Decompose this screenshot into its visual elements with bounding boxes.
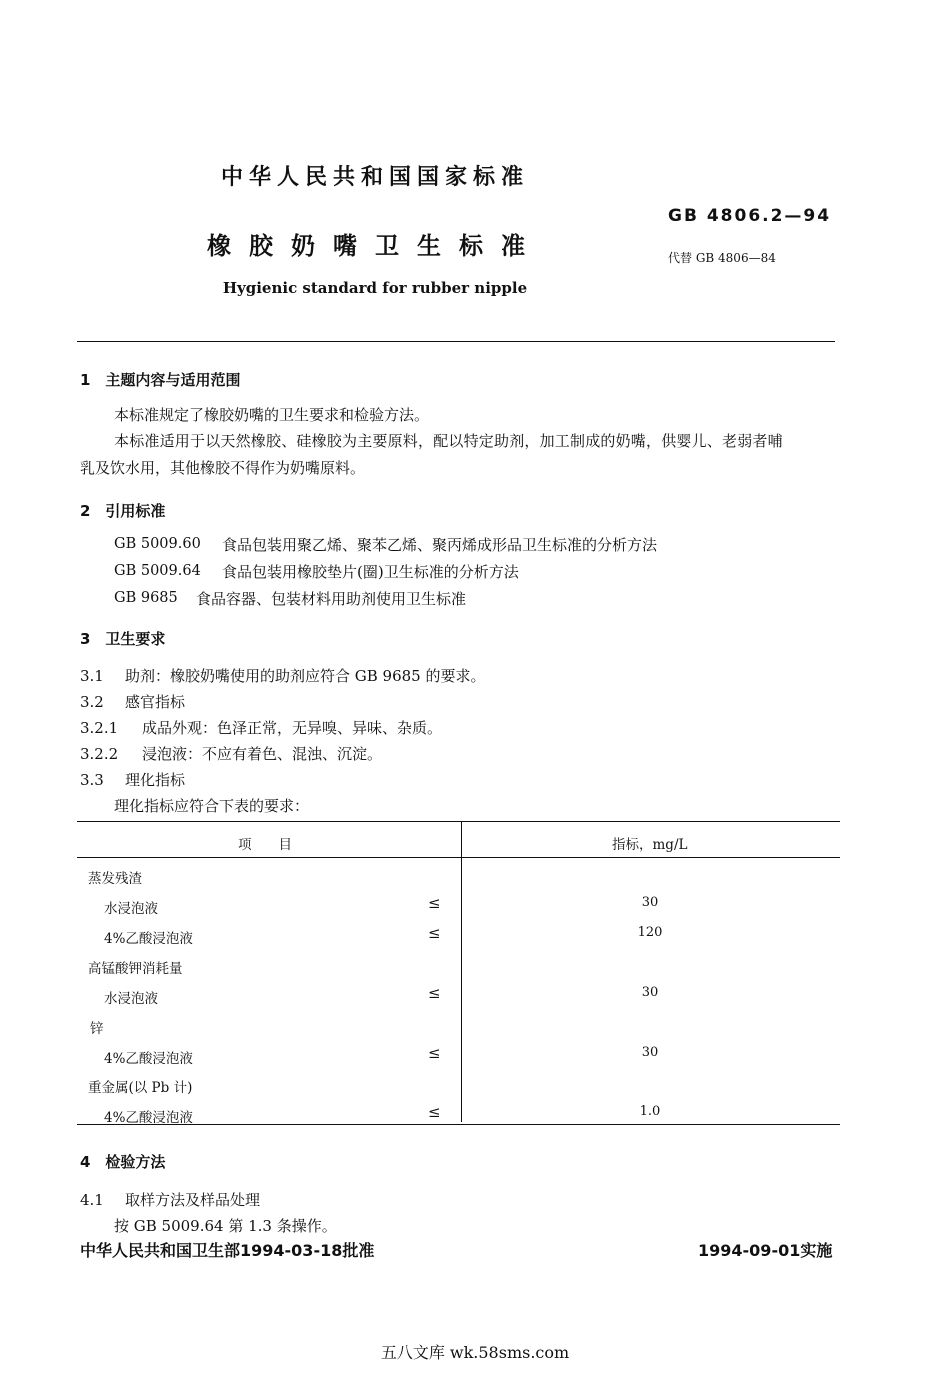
table-row-label: 高锰酸钾消耗量	[88, 961, 183, 977]
leq-symbol: ≤	[428, 894, 441, 912]
doc-title: 橡胶奶嘴卫生标准	[207, 232, 543, 260]
table-row-label: 4%乙酸浸泡液	[104, 1051, 193, 1067]
effective-date: 1994-09-01实施	[698, 1241, 833, 1260]
table-row-label: 锌	[90, 1021, 104, 1037]
approval-line: 中华人民共和国卫生部1994-03-18批准	[80, 1241, 375, 1260]
section-1-para-2-line-2: 乳及饮水用，其他橡胶不得作为奶嘴原料。	[80, 459, 366, 477]
ref-3-title: 食品容器、包装材料用助剂使用卫生标准	[196, 590, 467, 608]
table-row-label: 4%乙酸浸泡液	[104, 1110, 193, 1126]
item-3-2-2-num: 3.2.2	[80, 745, 119, 763]
table-row-label: 水浸泡液	[104, 991, 158, 1007]
standard-code: GB 4806.2—94	[668, 206, 832, 226]
table-row-value: 1.0	[639, 1104, 661, 1119]
section-1-heading: 1 主题内容与适用范围	[80, 371, 241, 389]
ref-3-code: GB 9685	[114, 590, 178, 606]
ref-2-title: 食品包装用橡胶垫片(圈)卫生标准的分析方法	[222, 563, 519, 581]
item-3-3-text: 理化指标	[125, 771, 186, 789]
section-2-heading: 2 引用标准	[80, 502, 166, 520]
table-row-label: 重金属(以 Pb 计)	[88, 1080, 193, 1096]
item-4-1-text: 按 GB 5009.64 第 1.3 条操作。	[114, 1217, 337, 1235]
item-3-1-num: 3.1	[80, 667, 104, 685]
item-3-2-num: 3.2	[80, 693, 104, 711]
table-row-label: 水浸泡液	[104, 901, 158, 917]
leq-symbol: ≤	[428, 924, 441, 942]
item-3-1-text: 助剂：橡胶奶嘴使用的助剂应符合 GB 9685 的要求。	[125, 667, 486, 685]
ref-2-code: GB 5009.64	[114, 563, 201, 579]
table-row-value: 30	[641, 1045, 659, 1060]
item-3-2-text: 感官指标	[125, 693, 186, 711]
item-4-1-title: 取样方法及样品处理	[125, 1191, 261, 1209]
replaces-standard: 代替 GB 4806—84	[668, 251, 776, 265]
leq-symbol: ≤	[428, 984, 441, 1002]
table-row-label: 4%乙酸浸泡液	[104, 931, 193, 947]
leq-symbol: ≤	[428, 1044, 441, 1062]
table-row-value: 30	[641, 895, 659, 910]
table-row-label: 蒸发残渣	[88, 871, 142, 887]
table-bottom-rule	[77, 1124, 840, 1125]
table-column-divider	[461, 822, 462, 1122]
ref-1-code: GB 5009.60	[114, 536, 201, 552]
table-header-value: 指标，mg/L	[612, 837, 688, 853]
table-top-rule	[77, 821, 840, 822]
leq-symbol: ≤	[428, 1103, 441, 1121]
table-header-rule	[77, 857, 840, 858]
item-4-1-num: 4.1	[80, 1191, 104, 1209]
item-3-2-1-text: 成品外观：色泽正常，无异嗅、异味、杂质。	[142, 719, 443, 737]
section-1-para-1: 本标准规定了橡胶奶嘴的卫生要求和检验方法。	[114, 406, 430, 424]
table-row-value: 30	[641, 985, 659, 1000]
footer-watermark: 五八文库 wk.58sms.com	[380, 1343, 570, 1362]
section-4-heading: 4 检验方法	[80, 1153, 166, 1171]
header-divider	[77, 341, 835, 342]
item-3-2-1-num: 3.2.1	[80, 719, 119, 737]
ref-1-title: 食品包装用聚乙烯、聚苯乙烯、聚丙烯成形品卫生标准的分析方法	[222, 536, 658, 554]
table-row-value: 120	[637, 925, 663, 940]
section-1-para-2-line-1: 本标准适用于以天然橡胶、硅橡胶为主要原料，配以特定助剂，加工制成的奶嘴，供婴儿、老弱者哺	[114, 432, 783, 450]
section-3-heading: 3 卫生要求	[80, 630, 166, 648]
doc-subtitle-en: Hygienic standard for rubber nipple	[222, 279, 528, 297]
table-header-item: 项 目	[238, 837, 292, 853]
item-3-2-2-text: 浸泡液：不应有着色、混浊、沉淀。	[142, 745, 383, 763]
org-title: 中华人民共和国国家标准	[220, 165, 529, 190]
item-3-3-num: 3.3	[80, 771, 104, 789]
table-intro: 理化指标应符合下表的要求：	[114, 797, 310, 815]
